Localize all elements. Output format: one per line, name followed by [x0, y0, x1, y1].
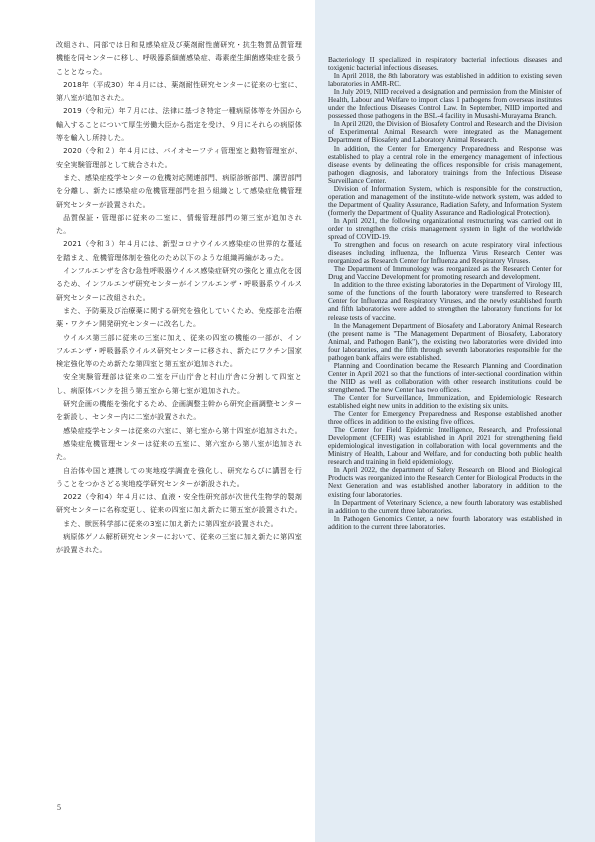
jp-paragraph: 2020（令和２）年４月には、バイオセーフティ管理室と動物管理室が、安全実験管理部として統合された。	[56, 146, 302, 169]
jp-paragraph: 2021（令和３）年４月には、新型コロナウイルス感染症の世界的な蔓延を踏まえ、危機管理体制を強化のため以下のような組織再編があった。	[56, 239, 302, 262]
en-paragraph: The Center for Surveillance, Immunization, and Epidemiologic Research established eight new units in addition to the existing six units.	[328, 393, 562, 411]
en-paragraph: Division of Information System, which is responsible for the construction, operation and management of the institute-wide network system, was added to the Department of Quality Assurance, Radiation Safety, and Information System (formerly the Department of Quality Assurance and Radiological Protection).	[328, 184, 562, 217]
jp-paragraph: 病原体ゲノム解析研究センターにおいて、従来の三室に加え新たに第四室が設置された。	[56, 531, 302, 555]
jp-paragraph: 改組され、同部では日和見感染症及び薬剤耐性菌研究・抗生物質品質管理機能を同センターに移し、呼吸器系細菌感染症、毒素産生細菌感染症を扱うこととなった。	[56, 40, 302, 76]
jp-paragraph: 2022（令和4）年４月には、血液・安全性研究部が次世代生物学的製剤研究センターに名称変更し、従来の四室に加え新たに第五室が設置された。	[56, 492, 302, 515]
en-paragraph: In April 2022, the department of Safety Research on Blood and Biological Products was reorganized into the Research Center for Biological Products in the Next Generation and was established another laboratory in addition to the existing four laboratories.	[328, 466, 562, 499]
jp-paragraph: また、予防薬及び治療薬に関する研究を強化していくため、免疫部を治療薬・ワクチン開発研究センターに改名した。	[56, 305, 302, 329]
jp-paragraph: 感染症疫学センターは従来の六室に、第七室から第十四室が追加された。	[63, 425, 302, 435]
en-paragraph: In July 2019, NIID received a designation and permission from the Minister of Health, Labour and Welfare to import class 1 pathogens from overseas institutes under the Infectious Diseases Control Law. In September, NIID imported and possessed those pathogens in the BSL-4 facility in Musashi-Murayama Branch.	[328, 88, 562, 121]
en-paragraph: Planning and Coordination became the Research Planning and Coordination Center in April 2021 so that the functions of inter-sectional coordination within the NIID as well as collaboration with other research institutions could be strengthened. The new Center has two offices.	[328, 361, 562, 394]
page-number: 5	[57, 803, 61, 812]
en-paragraph: In addition, the Center for Emergency Preparedness and Response was established to play a central role in the emergency management of infectious disease events by delineating the offices responsible for crisis management, pathogen diagnosis, and laboratory trainings from the Infectious Disease Surveillance Center.	[328, 144, 562, 185]
en-paragraph: In April 2021, the following organizational restructuring was carried out in order to strengthen the crisis management system in light of the worldwide spread of COVID-19.	[328, 216, 562, 242]
jp-paragraph: インフルエンザを含む急性呼吸器ウイルス感染症研究の強化と重点化を図るため、インフルエンザ研究センターがインフルエンザ・呼吸器系ウイルス研究センターに改組された。	[56, 266, 302, 302]
jp-paragraph: 研究企画の機能を強化するため、企画調整主幹から研究企画調整センターを新設し、センター内に二室が設置された。	[56, 399, 302, 422]
english-text-column	[328, 56, 562, 628]
jp-paragraph: また、感染症疫学センターの危機対応関連部門、病原診断部門、講習部門を分離し、新たに感染症の危機管理部門を担う組織として感染症危機管理研究センターが設置された。	[56, 172, 302, 209]
jp-paragraph: 安全実験管理部は従来の二室を戸山庁舎と村山庁舎に分割して四室とし、病原体バンクを担う第五室から第七室が追加された。	[56, 372, 302, 395]
en-paragraph: To strengthen and focus on research on acute respiratory viral infectious diseases including influenza, the Influenza Virus Research Center was reorganized as Research Center for Influenza and Respiratory Viruses.	[328, 241, 562, 266]
jp-paragraph: 自治体や国と連携しての実地疫学調査を強化し、研究ならびに講習を行うことをつかさどる実地疫学研究センターが新設された。	[56, 465, 302, 488]
en-paragraph: The Center for Emergency Preparedness and Response established another three offices in addition to the existing five offices.	[328, 410, 562, 427]
en-paragraph: The Center for Field Epidemic Intelligence, Research, and Professional Development (CFEIR) was established in April 2021 for strengthening field epidemiological investigation in collaboration with local governments and the Ministry of Health, Labour and Welfare, and for conducting both public health research and training in field epidemiology.	[328, 426, 562, 467]
japanese-text-column	[56, 38, 302, 798]
jp-paragraph: また、獣医科学部に従来の3室に加え新たに第四室が設置された。	[63, 518, 278, 528]
jp-paragraph: 感染症危機管理センターは従来の五室に、第六室から第八室が追加された。	[56, 438, 302, 462]
jp-paragraph: ウイルス第三部に従来の三室に加え、従来の四室の機能の一部が、インフルエンザ・呼吸器系ウイルス研究センターに移され、新たにワクチン国家検定強化等のため新たな第四室と第五室が追加された。	[56, 332, 302, 369]
en-paragraph: In the Management Department of Biosafety and Laboratory Animal Research (the present name is "The Management Department of Biosafety, Laboratory Animal, and Pathogen Bank"), the existing two laboratories were divided into four laboratories, and the fifth through seventh laboratories responsible for the pathogen bank affairs were established.	[328, 321, 562, 362]
en-paragraph: In April 2020, the Division of Biosafety Control and Research and the Division of Experimental Animal Research were integrated as the Management Department of Biosafety and Laboratory Animal Research.	[328, 120, 562, 145]
en-paragraph: In Pathogen Genomics Center, a new fourth laboratory was established in addition to the current three laboratories.	[328, 514, 562, 531]
en-paragraph: In Department of Veterinary Science, a new fourth laboratory was established in addition to the current three laboratories.	[328, 498, 562, 515]
en-paragraph: In April 2018, the 8th laboratory was established in addition to existing seven laboratories in AMR-RC.	[328, 72, 562, 89]
jp-paragraph: 品質保証・管理部に従来の二室に、情報管理部門の第三室が追加された。	[56, 212, 302, 236]
jp-paragraph: 2018年（平成30）年４月には、薬剤耐性研究センターに従来の七室に、第八室が追加された。	[56, 79, 302, 103]
jp-paragraph: 2019（令和元）年７月には、法律に基づき特定一種病原体等を外国から輸入することについて厚生労働大臣から指定を受け、９月にそれらの病原体等を輸入し所持した。	[56, 106, 302, 143]
en-paragraph: Bacteriology II specialized in respiratory bacterial infectious diseases and toxigenic bacterial infectious diseases.	[328, 56, 562, 73]
en-paragraph: In addition to the three existing laboratories in the Department of Virology III, some of the functions of the fourth laboratory were transferred to Research Center for Influenza and Respiratory Viruses, and the newly established fourth and fifth laboratories were added to strengthen the laboratory functions for lot release tests of vaccine.	[328, 281, 562, 322]
en-paragraph: The Department of Immunology was reorganized as the Research Center for Drug and Vaccine Development for promoting research and development.	[328, 265, 562, 282]
